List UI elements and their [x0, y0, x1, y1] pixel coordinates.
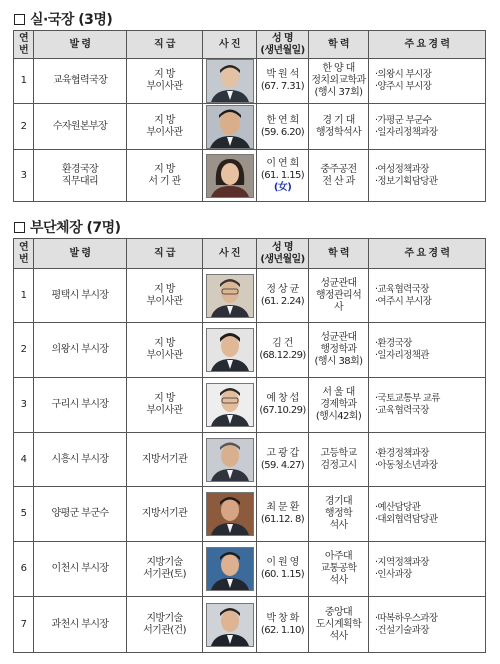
header-name: 성 명 (생년월일) — [257, 239, 309, 269]
row-photo — [203, 269, 257, 323]
row-grade: 지 방 서 기 관 — [127, 150, 203, 202]
row-no: 2 — [14, 104, 34, 150]
row-post: 환경국장 직무대리 — [34, 150, 127, 202]
row-edu: 서 울 대 경제학과 (행시42회) — [309, 378, 369, 433]
row-edu: 한 양 대 정치외교학과 (행시 37회) — [309, 59, 369, 104]
row-no: 2 — [14, 323, 34, 378]
row-no: 5 — [14, 487, 34, 542]
directors-table — [13, 30, 486, 202]
header-row — [14, 31, 486, 59]
row-photo — [203, 542, 257, 597]
row-grade: 지 방 부이사관 — [127, 378, 203, 433]
row-post: 교육협력국장 — [34, 59, 127, 104]
person-photo — [206, 328, 254, 372]
row-career: ·따복하우스과장 ·건설기술과장 — [369, 597, 486, 653]
row-name: 예 창 섭 (67.10.29) — [257, 378, 309, 433]
row-photo — [203, 104, 257, 150]
header-career: 주 요 경 력 — [369, 31, 486, 59]
row-edu: 경 기 대 행정학석사 — [309, 104, 369, 150]
table-row — [14, 433, 486, 487]
header-photo: 사 진 — [203, 239, 257, 269]
person-photo — [206, 105, 254, 149]
row-name: 고 광 갑 (59. 4.27) — [257, 433, 309, 487]
row-grade: 지 방 부이사관 — [127, 269, 203, 323]
row-grade: 지 방 부이사관 — [127, 323, 203, 378]
person-photo — [206, 438, 254, 482]
row-post: 과천시 부시장 — [34, 597, 127, 653]
header-grade: 직 급 — [127, 31, 203, 59]
row-edu: 경기대 행정학 석사 — [309, 487, 369, 542]
table-row — [14, 269, 486, 323]
table-row — [14, 378, 486, 433]
row-no: 3 — [14, 378, 34, 433]
row-career: ·의왕시 부시장 ·양주시 부시장 — [369, 59, 486, 104]
table-row — [14, 150, 486, 202]
deputy-heads-table — [13, 238, 486, 653]
row-no: 7 — [14, 597, 34, 653]
row-grade: 지방서기관 — [127, 433, 203, 487]
table-row — [14, 542, 486, 597]
table-row — [14, 104, 486, 150]
row-name: 박 원 석 (67. 7.31) — [257, 59, 309, 104]
row-grade: 지 방 부이사관 — [127, 59, 203, 104]
row-no: 1 — [14, 59, 34, 104]
table-row — [14, 323, 486, 378]
header-post: 발 령 — [34, 239, 127, 269]
row-career: ·국토교통부 교류 ·교육협력국장 — [369, 378, 486, 433]
row-career: ·환경정책과장 ·아동청소년과장 — [369, 433, 486, 487]
header-edu: 학 력 — [309, 31, 369, 59]
row-no: 3 — [14, 150, 34, 202]
row-career: ·지역정책과장 ·인사과장 — [369, 542, 486, 597]
person-photo — [206, 59, 254, 103]
row-name: 김 건 (68.12.29) — [257, 323, 309, 378]
row-name-cell — [257, 150, 309, 202]
person-photo — [206, 492, 254, 536]
row-edu: 성균관대 행정관리석 사 — [309, 269, 369, 323]
person-photo — [206, 603, 254, 647]
row-name: 한 연 희 (59. 6.20) — [257, 104, 309, 150]
row-name: 이 원 영 (60. 1.15) — [257, 542, 309, 597]
row-grade: 지방기술 서기관(토) — [127, 542, 203, 597]
row-grade: 지방기술 서기관(건) — [127, 597, 203, 653]
row-photo — [203, 487, 257, 542]
row-post: 평택시 부시장 — [34, 269, 127, 323]
row-no: 1 — [14, 269, 34, 323]
person-photo — [206, 547, 254, 591]
header-post: 발 령 — [34, 31, 127, 59]
section-title-deputy-heads: 부단체장 (7명) — [14, 217, 121, 237]
row-post: 구리시 부시장 — [34, 378, 127, 433]
row-photo — [203, 323, 257, 378]
row-career: ·교육협력국장 ·여주시 부시장 — [369, 269, 486, 323]
row-photo — [203, 433, 257, 487]
row-no: 4 — [14, 433, 34, 487]
header-name: 성 명 (생년월일) — [257, 31, 309, 59]
row-photo — [203, 59, 257, 104]
gender-note: (女) — [273, 181, 292, 193]
row-post: 이천시 부시장 — [34, 542, 127, 597]
header-photo: 사 진 — [203, 31, 257, 59]
header-no: 연 번 — [14, 239, 34, 269]
row-career: ·환경국장 ·일자리정책관 — [369, 323, 486, 378]
table-row — [14, 597, 486, 653]
row-photo — [203, 378, 257, 433]
row-edu: 고등학교 검정고시 — [309, 433, 369, 487]
person-photo — [206, 154, 254, 198]
header-row — [14, 239, 486, 269]
row-career: ·가평군 부군수 ·일자리정책과장 — [369, 104, 486, 150]
row-name: 박 창 화 (62. 1.10) — [257, 597, 309, 653]
row-post: 시흥시 부시장 — [34, 433, 127, 487]
row-career: ·예산담당관 ·대외협력담당관 — [369, 487, 486, 542]
row-name: 이 연 희 (61. 1.15) — [260, 157, 305, 181]
checkbox-icon — [14, 222, 25, 233]
row-no: 6 — [14, 542, 34, 597]
header-grade: 직 급 — [127, 239, 203, 269]
row-career: ·여성정책과장 ·정보기획담당관 — [369, 150, 486, 202]
person-photo — [206, 383, 254, 427]
row-edu: 중앙대 도시계획학 석사 — [309, 597, 369, 653]
row-grade: 지방서기관 — [127, 487, 203, 542]
row-edu: 성균관대 행정학과 (행시 38회) — [309, 323, 369, 378]
row-post: 수자원본부장 — [34, 104, 127, 150]
row-name: 최 문 환 (61.12. 8) — [257, 487, 309, 542]
person-photo — [206, 274, 254, 318]
row-grade: 지 방 부이사관 — [127, 104, 203, 150]
row-photo — [203, 597, 257, 653]
row-edu: 아주대 교통공학 석사 — [309, 542, 369, 597]
header-edu: 학 력 — [309, 239, 369, 269]
row-name: 정 상 균 (61. 2.24) — [257, 269, 309, 323]
row-edu: 중주공전 전 산 과 — [309, 150, 369, 202]
row-post: 의왕시 부시장 — [34, 323, 127, 378]
table-row — [14, 59, 486, 104]
header-no: 연 번 — [14, 31, 34, 59]
row-photo — [203, 150, 257, 202]
section-title-directors: 실·국장 (3명) — [14, 9, 112, 29]
table-row — [14, 487, 486, 542]
checkbox-icon — [14, 14, 25, 25]
header-career: 주 요 경 력 — [369, 239, 486, 269]
row-post: 양평군 부군수 — [34, 487, 127, 542]
